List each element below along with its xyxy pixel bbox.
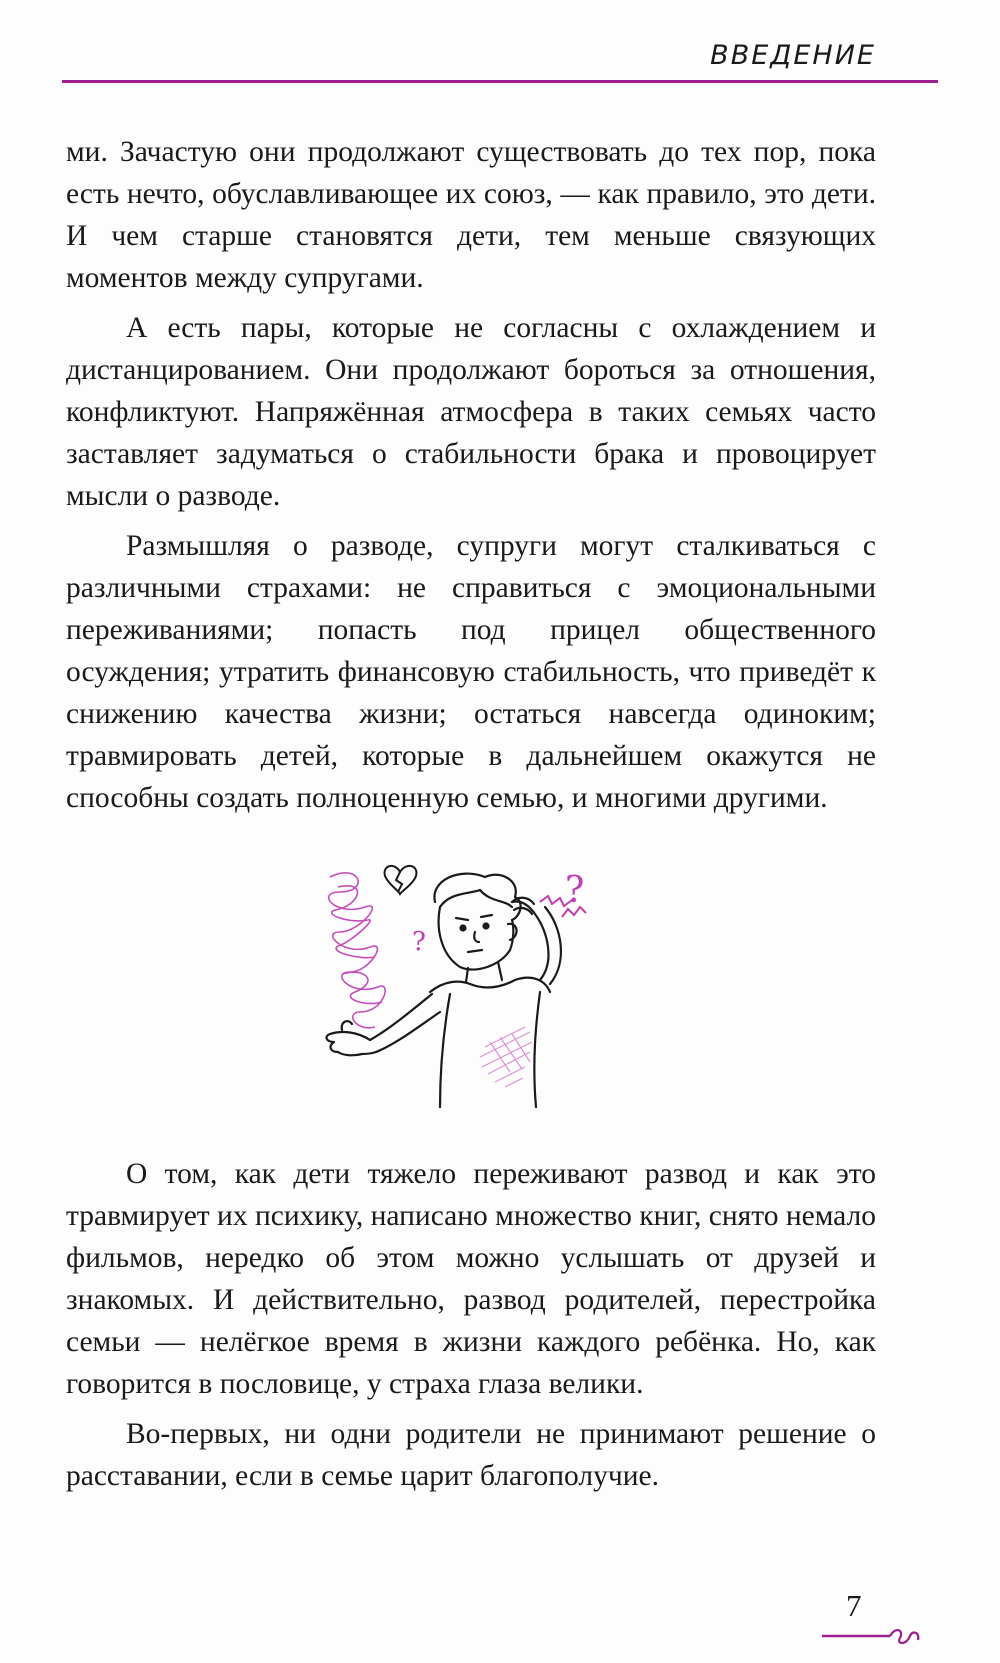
question-mark-icon: ? [412, 927, 426, 957]
paragraph: Во-первых, ни одни родители не принимают решение о расставании, если в семье царит благополучие. [66, 1418, 876, 1492]
question-mark-icon: ? [565, 870, 585, 911]
text-block-bottom [66, 1153, 876, 1497]
page-number-flourish-icon [820, 1618, 930, 1648]
scribble-icon [329, 873, 385, 1028]
page-number: 7 [846, 1588, 862, 1623]
shading-icon [480, 1027, 532, 1087]
paragraph: Размышляя о разводе, супруги могут сталкиваться с различными страхами: не справиться с эмоциональными переживаниями; попасть под прицел общественного осуждения; утратить финансовую стабильность, что приведёт к снижению качества жизни; остаться навсегда одиноким; травмировать детей, которые в дальнейшем окажутся не способны создать полноценную семью, и многими другими. [66, 530, 876, 814]
paragraph: О том, как дети тяжело переживают развод и как это травмирует их психику, написано множество книг, снято немало фильмов, нередко об этом можно услышать от друзей и знакомых. И действительно, развод родителей, перестройка семьи — нелёгкое время в жизни каждого ребёнка. Но, как говорится в пословице, у страха глаза велики. [66, 1158, 876, 1400]
header-rule [62, 80, 938, 83]
running-head-title: ВВЕДЕНИЕ [710, 40, 876, 71]
paragraph-continuation: ми. Зачастую они продолжают существовать до тех пор, пока есть нечто, обуславливающее их союз, — как правило, это дети. И чем старше становятся дети, тем меньше связующих моментов между супругами. [66, 136, 876, 294]
paragraph: А есть пары, которые не согласны с охлаждением и дистанцированием. Они продолжают бороться за отношения, конфликтуют. Напряжённая атмосфера в таких семьях часто заставляет задуматься о стабильности брака и провоцирует мысли о разводе. [66, 312, 876, 512]
broken-heart-icon [385, 866, 417, 894]
text-block-top [66, 131, 876, 819]
confused-man-illustration [300, 862, 600, 1112]
